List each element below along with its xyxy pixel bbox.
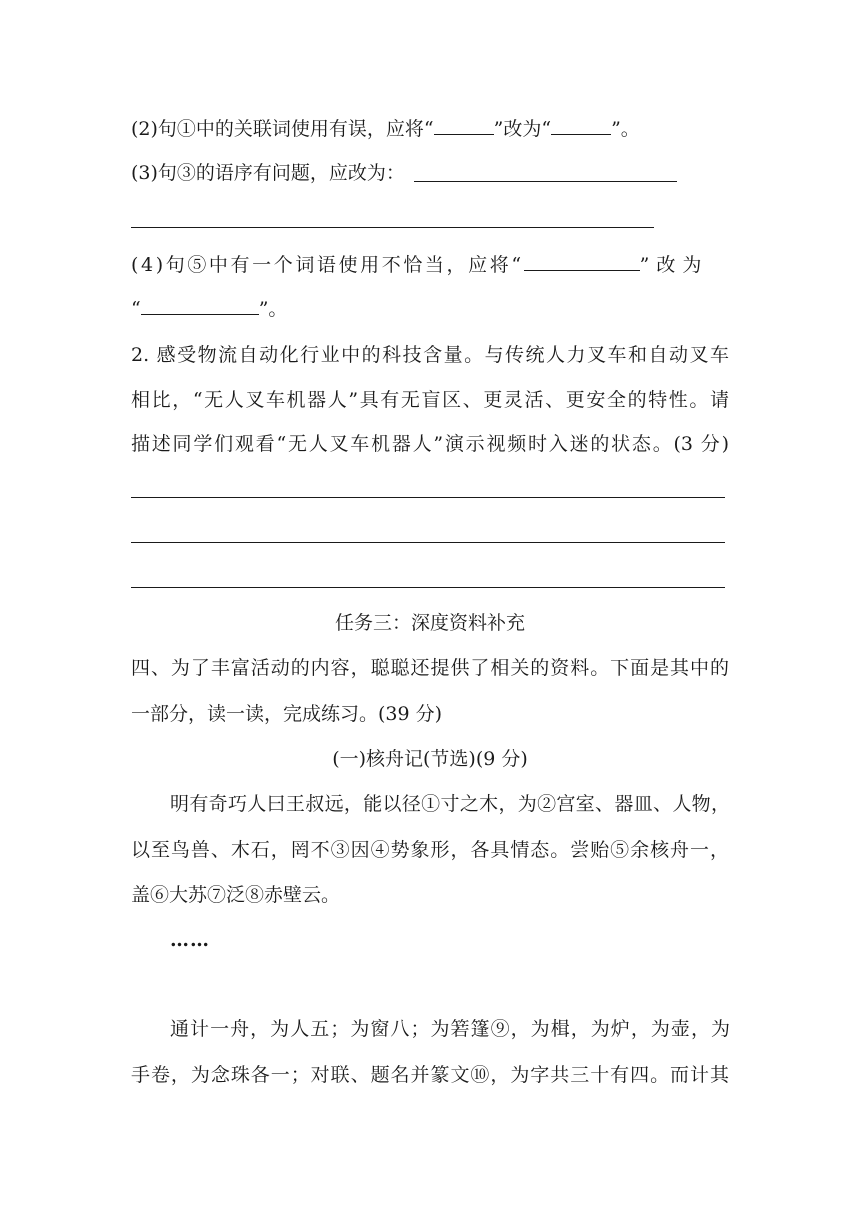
passage-line-5: 手卷，为念珠各一；对联、题名并篆文⑩，为字共三十有四。而计其 [131, 1064, 729, 1086]
question-4-text: (4)句⑤中有一个词语使用不恰当，应将“ [131, 254, 524, 276]
passage-line-4: 通计一舟，为人五；为窗八；为箬篷⑨，为楫，为炉，为壶，为 [170, 1018, 730, 1040]
passage-ellipsis: …… [170, 929, 210, 951]
question-2-prefix: (2)句①中的关联词使用有误，应将“ [131, 118, 434, 140]
section-4-line-2: 一部分，读一读，完成练习。(39 分) [131, 703, 443, 725]
question-2 [131, 116, 731, 141]
item-2-line-1: 2. 感受物流自动化行业中的科技含量。与传统人力叉车和自动叉车 [131, 344, 729, 366]
passage-1-title: (一)核舟记(节选)(9 分) [332, 748, 528, 770]
question-4-close: ”。 [258, 298, 288, 320]
question-2-suffix: ”。 [611, 118, 640, 140]
answer-blank[interactable] [141, 296, 259, 315]
question-3-text: (3)句③的语序有问题，应改为： [131, 162, 405, 184]
passage-line-1: 明有奇巧人曰王叔远，能以径①寸之木，为②宫室、器皿、人物， [170, 793, 730, 815]
passage-line-2: 以至鸟兽、木石，罔不③因④势象形，各具情态。尝贻⑤余核舟一， [131, 839, 729, 861]
answer-blank[interactable] [524, 252, 640, 271]
answer-blank[interactable] [551, 116, 611, 135]
answer-line[interactable] [131, 542, 725, 543]
question-4-line-1 [131, 252, 731, 277]
passage-line-3: 盖⑥大苏⑦泛⑧赤壁云。 [131, 884, 341, 906]
question-2-middle: ”改为“ [493, 118, 552, 140]
task-3-title: 任务三：深度资料补充 [334, 612, 525, 634]
question-4-open-quote: “ [131, 298, 141, 320]
answer-line[interactable] [131, 497, 725, 498]
question-4-line-2 [131, 296, 731, 321]
answer-line[interactable] [131, 587, 725, 588]
item-2-line-2: 相比，“无人叉车机器人”具有无盲区、更灵活、更安全的特性。请 [131, 389, 729, 411]
question-4-suffix: ”改为 [639, 254, 709, 276]
answer-line[interactable] [131, 227, 654, 228]
answer-blank[interactable] [434, 116, 494, 135]
answer-line[interactable] [414, 181, 677, 182]
item-2-line-3: 描述同学们观看“无人叉车机器人”演示视频时入迷的状态。(3 分) [131, 433, 729, 455]
section-4-line-1: 四、为了丰富活动的内容，聪聪还提供了相关的资料。下面是其中的 [131, 657, 729, 679]
